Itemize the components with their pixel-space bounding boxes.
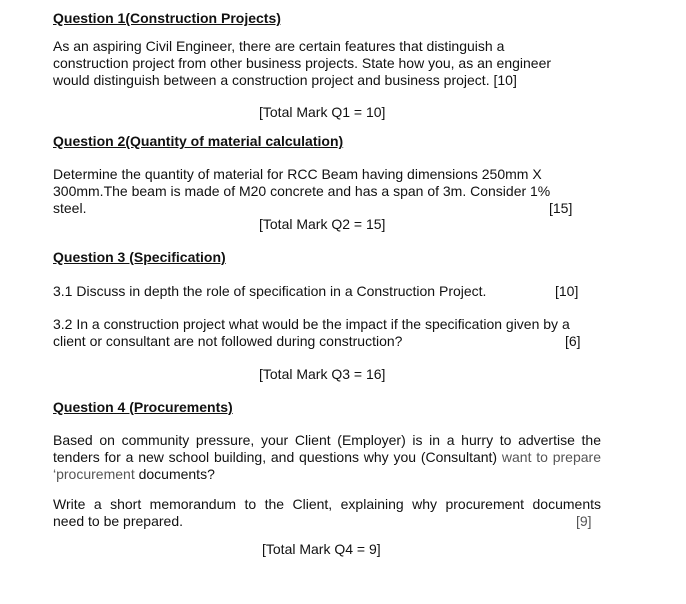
q3-part2-line: client or consultant are not followed during construction? — [53, 333, 403, 349]
q1-question-text — [53, 38, 601, 89]
q3-part2-mark: [6] — [565, 333, 581, 349]
q1-text-line: would distinguish between a construction project and business project. [10] — [53, 72, 517, 88]
q3-part2-line: 3.2 In a construction project what would be the impact if the specification given by a — [53, 316, 570, 332]
q1-text-line: As an aspiring Civil Engineer, there are certain features that distinguish a — [53, 38, 505, 54]
q4-part1-line-segment: want to prepare — [501, 449, 601, 465]
q4-part1-line — [53, 466, 601, 483]
q4-heading: Question 4 (Procurements) — [53, 399, 233, 415]
q2-total-mark: [Total Mark Q2 = 15] — [259, 216, 386, 232]
q3-heading: Question 3 (Specification) — [53, 249, 226, 265]
q2-text-line: 300mm.The beam is made of M20 concrete and has a span of 3m. Consider 1% — [53, 183, 551, 199]
q4-part1-text — [53, 432, 601, 483]
q3-part2-text — [53, 316, 601, 350]
q4-part1-line-segment: ‘procurement — [53, 466, 135, 482]
q4-part1-line-segment: documents? — [138, 466, 215, 482]
q4-part1-line — [53, 449, 601, 466]
q2-heading: Question 2(Quantity of material calculation) — [53, 133, 344, 149]
q3-part1-mark: [10] — [555, 283, 579, 299]
q4-part2-text — [53, 496, 601, 530]
q4-part2-line: need to be prepared. — [53, 513, 183, 529]
q4-total-mark: [Total Mark Q4 = 9] — [262, 541, 381, 557]
q1-text-line: construction project from other business projects. State how you, as an engineer — [53, 55, 552, 71]
q2-text-line: Determine the quantity of material for RCC Beam having dimensions 250mm X — [53, 166, 542, 182]
q4-part2-mark: [9] — [576, 513, 592, 529]
q3-total-mark: [Total Mark Q3 = 16] — [259, 366, 386, 382]
q4-part1-line-segment: tenders for a new school building, and questions why you (Consultant) — [53, 449, 498, 465]
q2-mark: [15] — [549, 200, 573, 216]
q3-part1-text — [53, 283, 601, 300]
q1-heading: Question 1(Construction Projects) — [53, 10, 281, 26]
q2-text-line: steel. — [53, 200, 87, 216]
q4-part1-line: Based on community pressure, your Client (Employer) is in a hurry to advertise the — [53, 432, 601, 448]
q2-question-text — [53, 166, 601, 217]
q3-part1-line: 3.1 Discuss in depth the role of specification in a Construction Project. — [53, 283, 487, 299]
q4-part2-line: Write a short memorandum to the Client, explaining why procurement documents — [53, 496, 601, 512]
q1-total-mark: [Total Mark Q1 = 10] — [259, 104, 386, 120]
